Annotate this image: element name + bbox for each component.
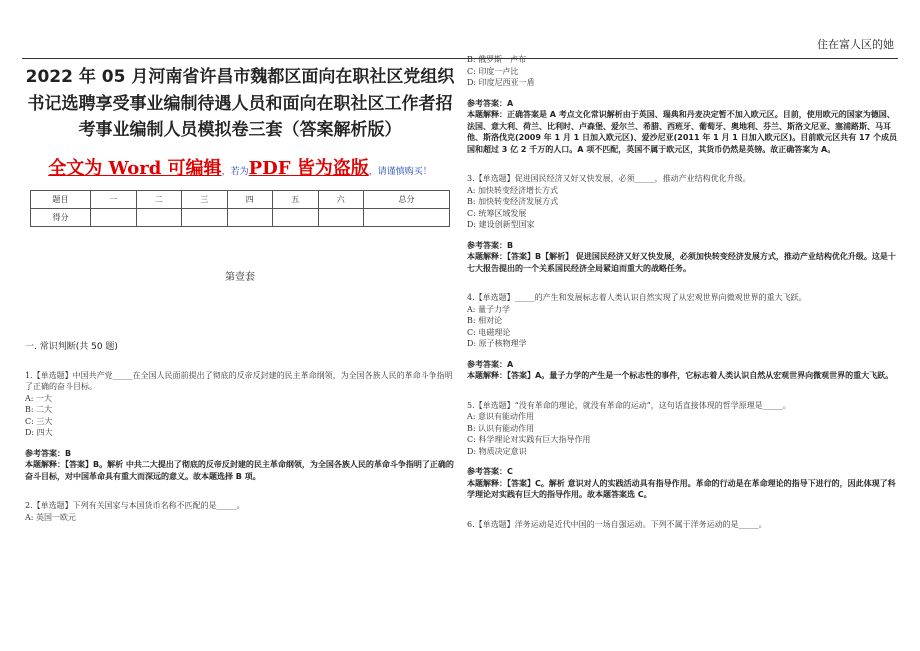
question-stem: 1.【单选题】中国共产党_____在全国人民面前提出了彻底的反帝反封建的民主革命纲领，为全国各族人民的革命斗争指明了正确的奋斗目标。 — [25, 370, 453, 391]
option: B: 二大 — [25, 405, 53, 414]
option: D: 建设创新型国家 — [467, 220, 535, 229]
option: C: 统筹区域发展 — [467, 208, 527, 218]
option: D: 原子核物理学 — [467, 339, 527, 348]
option: A: 意识有能动作用 — [467, 412, 535, 421]
question-stem: 3.【单选题】促进国民经济又好又快发展，必须_____，推动产业结构优化升级。 — [467, 174, 751, 183]
option: A: 加快转变经济增长方式 — [467, 185, 559, 195]
reference-answer: 参考答案：A — [467, 98, 514, 108]
explanation: 本题解释：【答案】C。解析 意识对人的实践活动具有指导作用。革命的行动是在革命理论的指导下进行的，因此体现了科学理论对实践有巨大的指导作用。故本题答案选 C。 — [467, 478, 896, 499]
option: B: 加快转变经济发展方式 — [467, 197, 559, 206]
score-table-score-row — [31, 208, 450, 226]
option: A: 一大 — [25, 393, 53, 403]
score-header-cell: 总分 — [364, 190, 450, 208]
question-4 — [467, 292, 897, 382]
score-header-cell: 五 — [273, 190, 319, 208]
part-title: 一. 常识判断(共 50 题) — [25, 341, 118, 352]
score-header-cell: 题目 — [31, 190, 91, 208]
question-stem: 6.【单选题】洋务运动是近代中国的一场自强运动。下列不属于洋务运动的是_____。 — [467, 519, 767, 529]
reference-answer: 参考答案：C — [467, 467, 513, 476]
score-cell[interactable] — [364, 208, 450, 226]
option: A: 英国一欧元 — [25, 512, 77, 522]
section-title: 第壹套 — [225, 271, 255, 283]
warning-pdf-pirated: PDF 皆为盗版 — [248, 157, 369, 179]
reference-answer: 参考答案：B — [25, 448, 72, 458]
score-table-header-row — [31, 190, 450, 208]
warning-word-editable: 全文为 Word 可编辑 — [48, 157, 222, 179]
question-stem: 5.【单选题】“没有革命的理论，就没有革命的运动”，这句话直接体现的哲学原理是_____。 — [467, 400, 791, 410]
left-column — [25, 62, 455, 523]
right-column — [467, 54, 897, 530]
option: C: 科学理论对实践有巨大指导作用 — [467, 435, 591, 444]
score-cell[interactable] — [182, 208, 228, 226]
question-stem: 2.【单选题】下列有关国家与本国货币名称不匹配的是_____。 — [25, 501, 245, 510]
question-stem: 4.【单选题】_____的产生和发展标志着人类认识自然实现了从宏观世界向微观世界的重大飞跃。 — [467, 293, 807, 302]
question-6 — [467, 519, 897, 531]
header-author-text: 住在富人区的她 — [817, 38, 894, 51]
option: C: 电磁理论 — [467, 327, 511, 337]
score-header-cell: 四 — [227, 190, 273, 208]
option: B: 认识有能动作用 — [467, 423, 535, 433]
question-2 — [25, 500, 455, 523]
explanation: 本题解释：【答案】B【解析】 促进国民经济又好又快发展，必须加快转变经济发展方式，推动产业结构优化升级。这是十七大报告提出的一个关系国民经济全局紧迫而重大的战略任务。 — [467, 252, 896, 273]
explanation: 本题解释：【答案】A。量子力学的产生是一个标志性的事件，它标志着人类认识自然从宏观世界向微观世界的重大飞跃。 — [467, 371, 894, 380]
score-cell[interactable] — [273, 208, 319, 226]
score-cell[interactable] — [227, 208, 273, 226]
score-header-cell: 二 — [136, 190, 182, 208]
option: C: 印度一卢比 — [467, 66, 519, 76]
option: B: 相对论 — [467, 316, 503, 325]
question-3 — [467, 173, 897, 274]
option: D: 物质决定意识 — [467, 446, 527, 456]
explanation: 本题解释：正确答案是 A 考点文化常识解析由于英国、瑞典和丹麦决定暂不加入欧元区。目前，使用欧元的国家为德国、法国、意大利、荷兰、比利时、卢森堡、爱尔兰、希腊、西班牙、葡萄牙、奥地利、芬兰、斯洛文尼亚、塞浦路斯、马耳他、斯洛伐克(2009 年 1 月 1 日加入欧元区)、爱沙尼亚(2011 年 1 月 1 日加入欧元区)。目前欧元区共有 17 个成员国和超过 3 亿 2 千万的人口。A 项不匹配，英国不属于欧元区，其货币仍然是英镑。故正确答案为 A。 — [467, 110, 897, 154]
score-header-cell: 一 — [91, 190, 137, 208]
option: B: 俄罗斯一卢布 — [467, 55, 527, 64]
option: D: 四大 — [25, 428, 53, 437]
warning-caution: ，请谨慎购买！ — [368, 166, 432, 177]
option: A: 量子力学 — [467, 304, 511, 314]
score-row-label: 得分 — [31, 208, 91, 226]
score-cell[interactable] — [136, 208, 182, 226]
score-header-cell: 三 — [182, 190, 228, 208]
score-cell[interactable] — [318, 208, 364, 226]
reference-answer: 参考答案：A — [467, 359, 514, 369]
question-5 — [467, 400, 897, 501]
option: C: 三大 — [25, 416, 53, 426]
score-cell[interactable] — [91, 208, 137, 226]
question-1 — [25, 370, 455, 483]
piracy-warning — [25, 154, 455, 180]
score-header-cell: 六 — [318, 190, 364, 208]
warning-connector: ，若为 — [221, 166, 249, 177]
option: D: 印度尼西亚一盾 — [467, 78, 535, 87]
document-title: 2022 年 05 月河南省许昌市魏都区面向在职社区党组织书记选聘享受事业编制待遇人员和面向在职社区工作者招考事业编制人员模拟卷三套（答案解析版） — [25, 67, 455, 140]
score-table — [30, 190, 450, 227]
reference-answer: 参考答案：B — [467, 240, 514, 250]
explanation: 本题解释：【答案】B。解析 中共二大提出了彻底的反帝反封建的民主革命纲领，为全国各族人民的革命斗争指明了正确的奋斗目标，对中国革命具有重大而深远的意义。故本题选择 B 项。 — [25, 460, 454, 481]
